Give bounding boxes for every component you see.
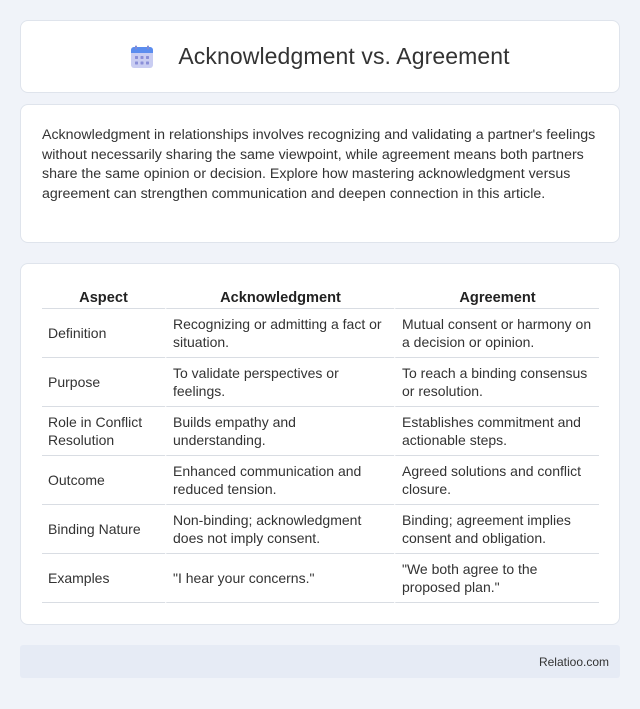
table-card: [20, 263, 620, 625]
table-header-row: [42, 285, 599, 309]
row-acknowledgment: "I hear your concerns.": [165, 554, 394, 603]
row-acknowledgment: Builds empathy and understanding.: [165, 407, 394, 456]
calendar-icon: [130, 45, 154, 69]
row-agreement: To reach a binding consensus or resolution.: [394, 358, 599, 407]
row-aspect: Outcome: [42, 456, 165, 505]
row-aspect: Examples: [42, 554, 165, 603]
header-acknowledgment: Acknowledgment: [165, 285, 394, 309]
table-row: [42, 456, 599, 505]
row-agreement: Establishes commitment and actionable steps.: [394, 407, 599, 456]
row-acknowledgment: Enhanced communication and reduced tension.: [165, 456, 394, 505]
table-row: [42, 554, 599, 603]
table-row: [42, 505, 599, 554]
row-aspect: Binding Nature: [42, 505, 165, 554]
comparison-table: [42, 285, 599, 603]
table-row: [42, 407, 599, 456]
row-acknowledgment: Recognizing or admitting a fact or situation.: [165, 309, 394, 358]
footer-brand-link[interactable]: Relatioo.com: [538, 654, 609, 669]
intro-card: [20, 104, 620, 243]
title-card: [20, 20, 620, 93]
intro-text: Acknowledgment in relationships involves recognizing and validating a partner's feelings without necessarily sharing the same viewpoint, while agreement means both partners share the same opinion or decision. Explore how mastering acknowledgment versus agreement can strengthen communication and deepen connection in this article.: [42, 127, 596, 202]
row-aspect: Role in Conflict Resolution: [42, 407, 165, 456]
row-aspect: Definition: [42, 309, 165, 358]
row-acknowledgment: Non-binding; acknowledgment does not imply consent.: [165, 505, 394, 554]
header-aspect: Aspect: [42, 285, 165, 309]
row-acknowledgment: To validate perspectives or feelings.: [165, 358, 394, 407]
table-row: [42, 358, 599, 407]
row-agreement: Agreed solutions and conflict closure.: [394, 456, 599, 505]
row-agreement: Mutual consent or harmony on a decision or opinion.: [394, 309, 599, 358]
footer: [20, 645, 620, 678]
row-agreement: Binding; agreement implies consent and obligation.: [394, 505, 599, 554]
page-title: Acknowledgment vs. Agreement: [178, 43, 510, 69]
row-agreement: "We both agree to the proposed plan.": [394, 554, 599, 603]
table-row: [42, 309, 599, 358]
header-agreement: Agreement: [394, 285, 599, 309]
row-aspect: Purpose: [42, 358, 165, 407]
